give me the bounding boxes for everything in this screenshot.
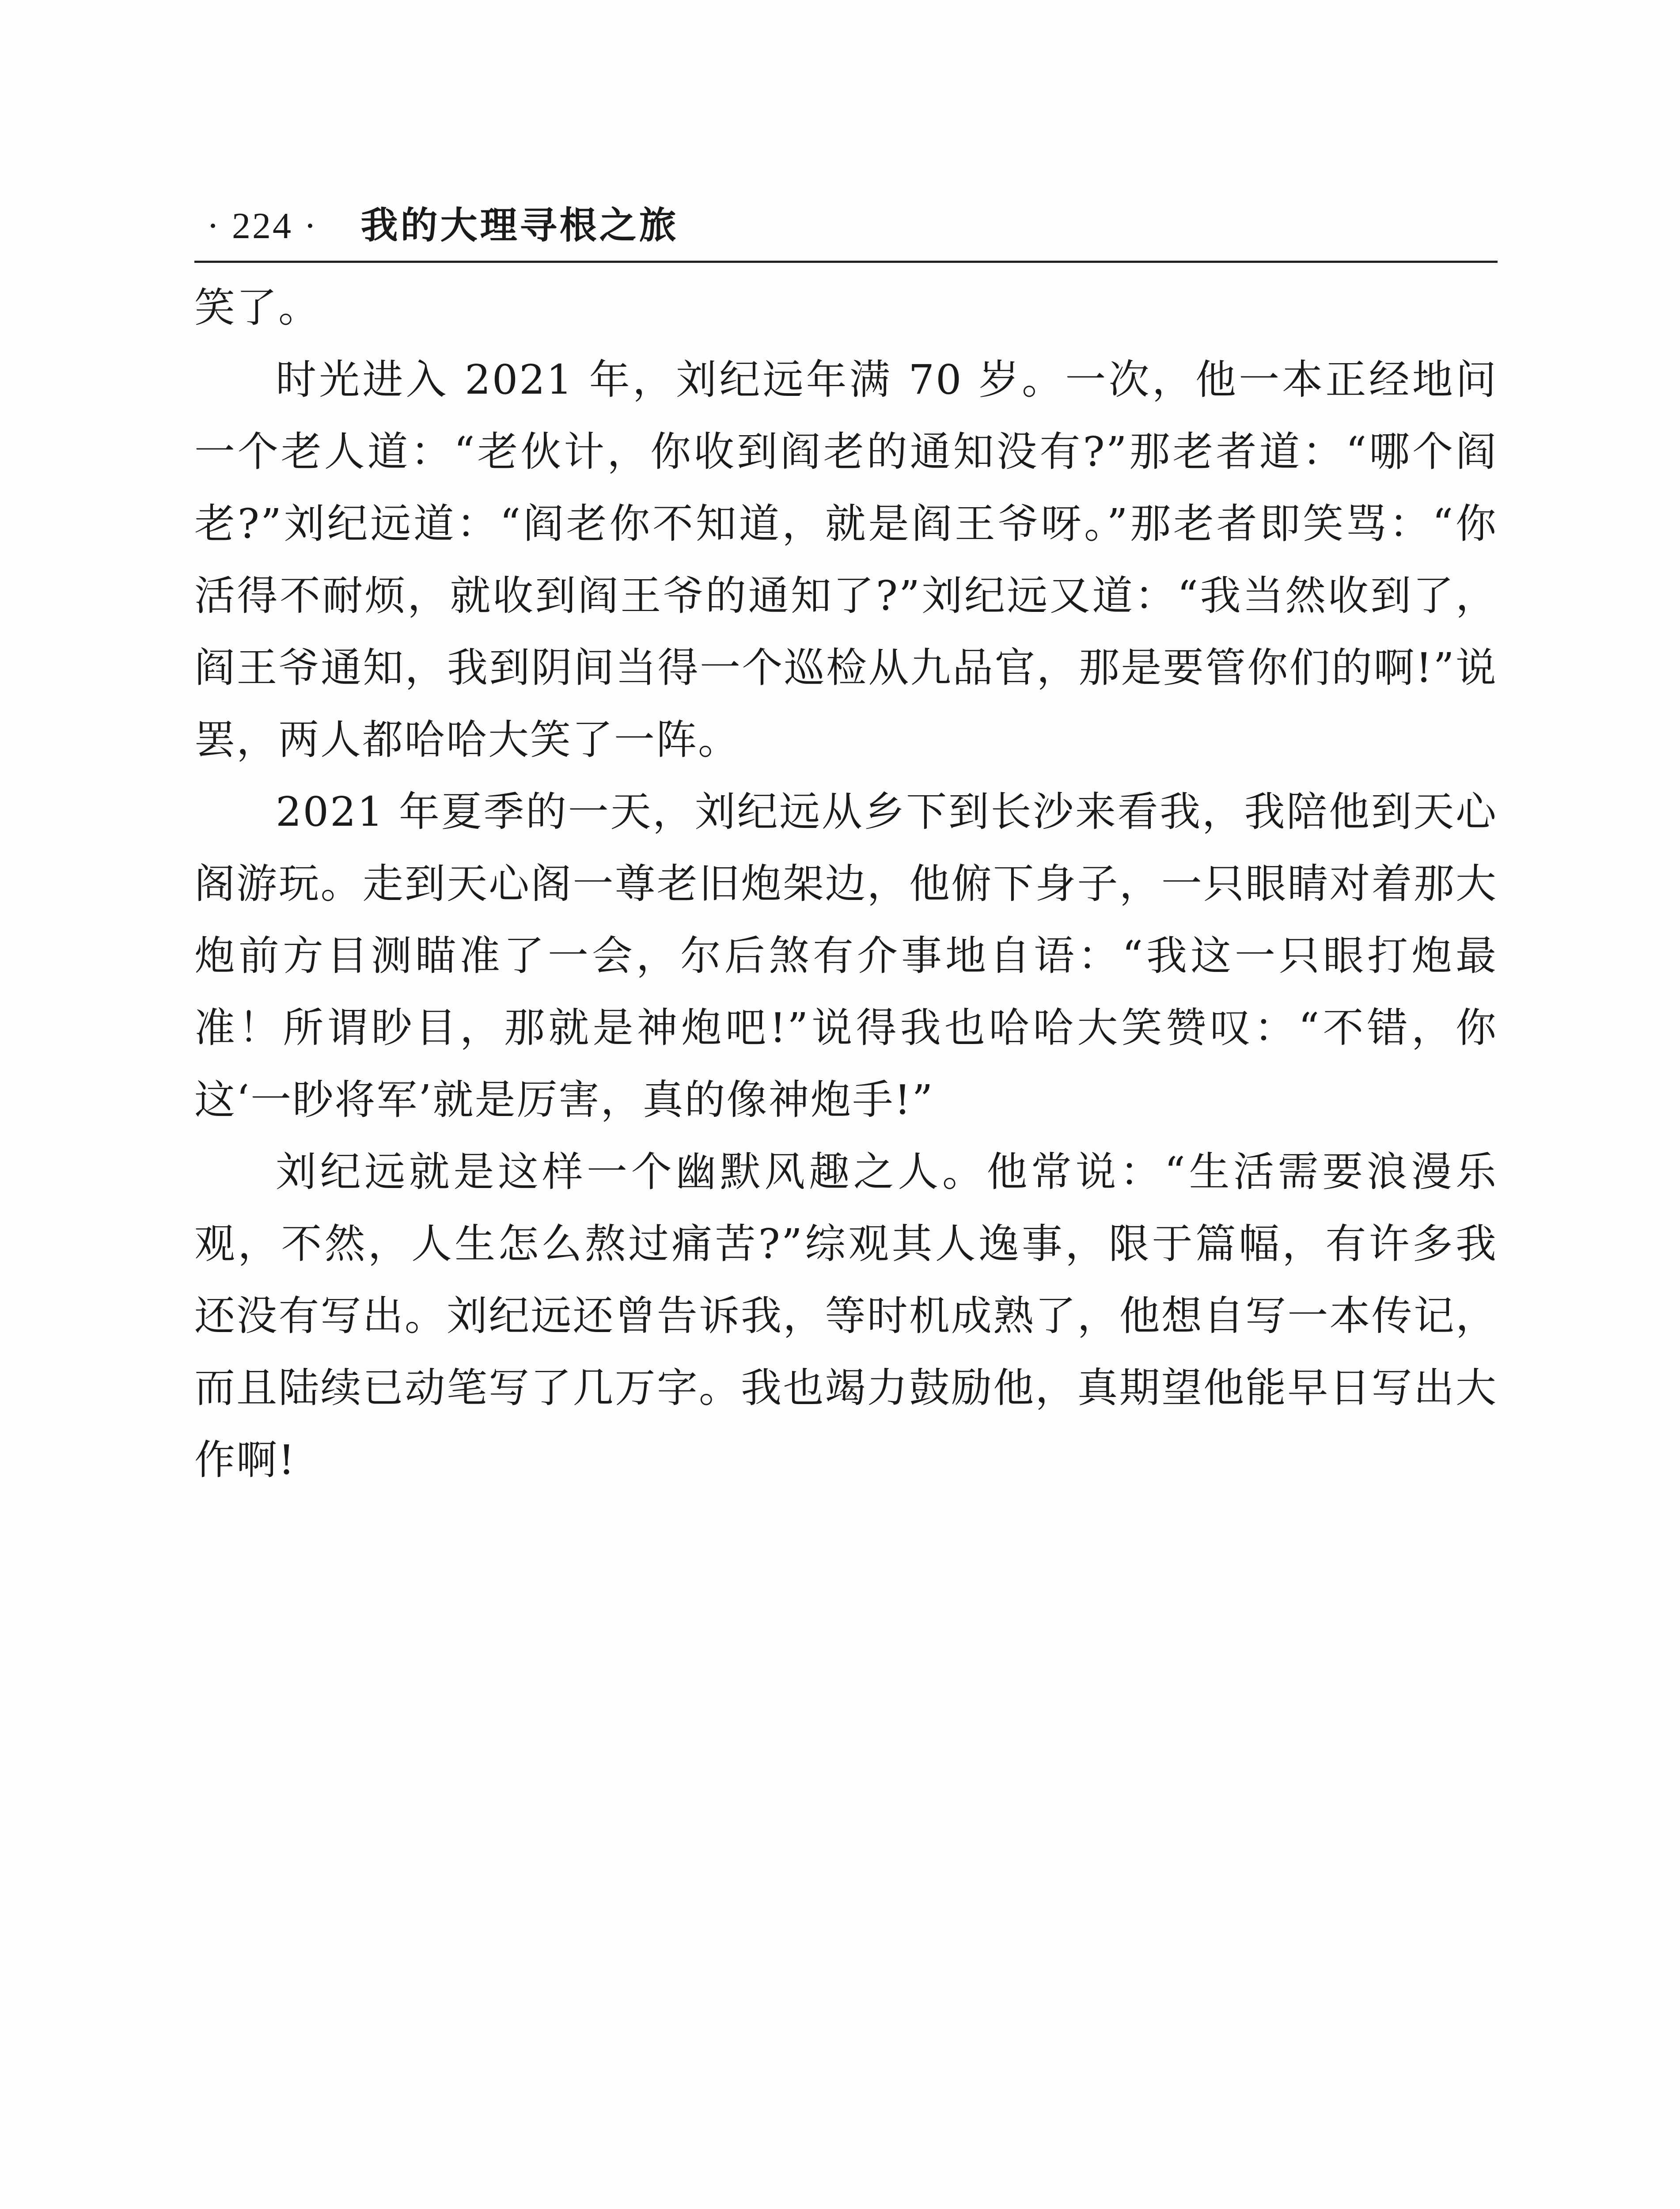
header-rule [194, 261, 1498, 263]
paragraph: 时光进入 2021 年，刘纪远年满 70 岁。一次，他一本正经地问一个老人道：“老伙计，你收到阎老的通知没有?”那老者道：“哪个阎老?”刘纪远道：“阎老你不知道，就是阎王爷呀。”那老者即笑骂：“你活得不耐烦，就收到阎王爷的通知了?”刘纪远又道：“我当然收到了，阎王爷通知，我到阴间当得一个巡检从九品官，那是要管你们的啊!”说罢，两人都哈哈大笑了一阵。 [194, 356, 1498, 763]
paragraph-continuation: 笑了。 [194, 284, 321, 331]
body-text [194, 272, 1498, 1496]
page-number: · 224 · [207, 205, 318, 247]
running-header [207, 190, 1501, 261]
paragraph: 2021 年夏季的一天，刘纪远从乡下到长沙来看我，我陪他到天心阁游玩。走到天心阁一尊老旧炮架边，他俯下身子，一只眼睛对着那大炮前方目测瞄准了一会，尔后煞有介事地自语：“我这一只眼打炮最准！所谓眇目，那就是神炮吧!”说得我也哈哈大笑赞叹：“不错，你这‘一眇将军’就是厉害，真的像神炮手!” [194, 788, 1498, 1123]
paragraph: 刘纪远就是这样一个幽默风趣之人。他常说：“生活需要浪漫乐观，不然，人生怎么熬过痛苦?”综观其人逸事，限于篇幅，有许多我还没有写出。刘纪远还曾告诉我，等时机成熟了，他想自写一本传记，而且陆续已动笔写了几万字。我也竭力鼓励他，真期望他能早日写出大作啊! [194, 1148, 1498, 1484]
book-title: 我的大理寻根之旅 [360, 204, 679, 247]
